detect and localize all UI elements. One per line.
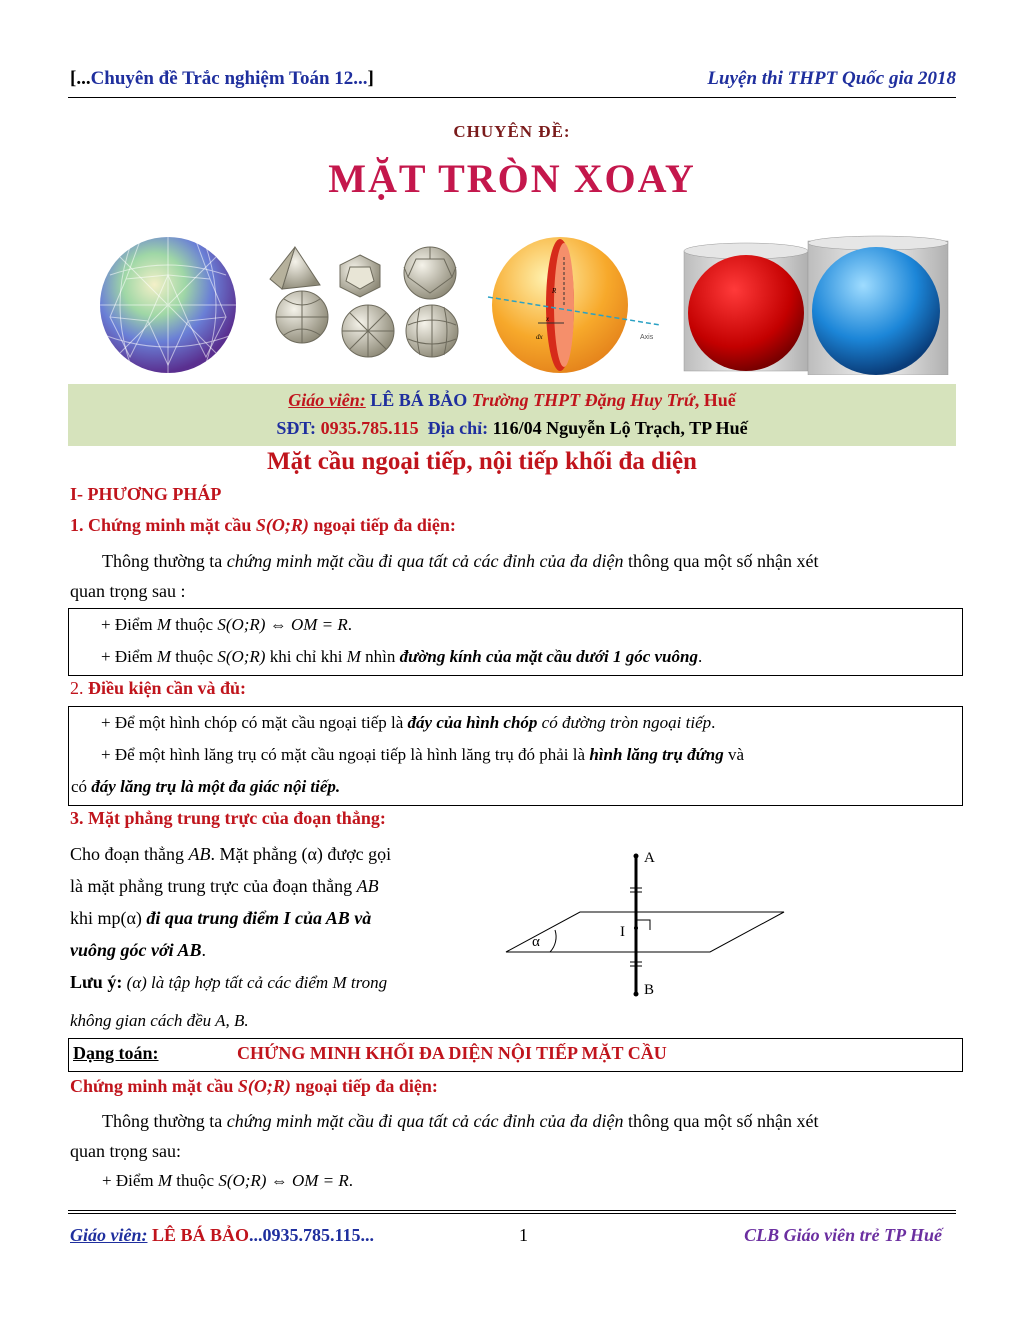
subheading-1: 1. Chứng minh mặt cầu S(O;R) ngoại tiếp đa diện: xyxy=(70,515,456,535)
header-right: Luyện thi THPT Quốc gia 2018 xyxy=(707,68,956,89)
header-divider xyxy=(68,97,956,98)
footer-club: CLB Giáo viên trẻ TP Huế xyxy=(744,1225,942,1245)
teacher-info-box: Giáo viên: LÊ BÁ BẢO Trường THPT Đặng Huy Trứ, Huế SĐT: 0935.785.115 Địa chỉ: 116/04 Nguyễn Lộ Trạch, TP Huế xyxy=(68,384,956,446)
svg-text:R: R xyxy=(552,287,557,295)
problem-paragraph: Thông thường ta chứng minh mặt cầu đi qua tất cả các đỉnh của đa diện thông qua một số nhận xét quan trọng sau: + Điểm M thuộc S(O;R) ⇔ OM = R. xyxy=(70,1111,819,1190)
blue-sphere-in-cylinder-icon xyxy=(808,236,948,375)
svg-text:x: x xyxy=(546,315,550,323)
problem-type-title: CHỨNG MINH KHỐI ĐA DIỆN NỘI TIẾP MẶT CẦU xyxy=(237,1043,667,1063)
section-title: Mặt cầu ngoại tiếp, nội tiếp khối đa diện xyxy=(267,448,697,475)
phone-number: 0935.785.115 xyxy=(320,418,419,438)
page-number: 1 xyxy=(519,1225,528,1245)
part-heading: I- PHƯƠNG PHÁP xyxy=(70,484,222,504)
paragraph-1: Thông thường ta chứng minh mặt cầu đi qua tất cả các đỉnh của đa diện thông qua một số nhận xét quan trọng sau : xyxy=(70,551,819,601)
banner-illustration xyxy=(70,235,954,375)
svg-text:Axis: Axis xyxy=(640,334,654,341)
address-label: Địa chỉ: xyxy=(427,418,489,438)
header-course: Chuyên đề Trắc nghiệm Toán 12... xyxy=(90,68,368,89)
note-box-2: + Để một hình chóp có mặt cầu ngoại tiếp là đáy của hình chóp có đường tròn ngoại tiếp. + Để một hình lăng trụ có mặt cầu ngoại tiếp là hình lăng trụ đó phải là hình lăng trụ đứng và có đáy lăng trụ là một đa giác nội tiếp. xyxy=(68,706,963,806)
perpendicular-bisector-figure xyxy=(500,840,800,1010)
polyhedra-icon xyxy=(270,247,458,357)
subheading-3: 3. Mặt phẳng trung trực của đoạn thẳng: xyxy=(70,808,386,828)
header-left: [...Chuyên đề Trắc nghiệm Toán 12...] xyxy=(70,68,374,89)
teacher-name: LÊ BÁ BẢO xyxy=(370,390,468,410)
sphere-slice-icon xyxy=(488,237,660,373)
phone-label: SĐT: xyxy=(276,418,317,438)
note-box-1: + Điểm M thuộc S(O;R) ⇔ OM = R. + Điểm M thuộc S(O;R) khi chỉ khi M nhìn đường kính của mặt cầu dưới 1 góc vuông. xyxy=(68,608,963,676)
teacher-label: Giáo viên: xyxy=(288,390,366,410)
problem-type-label: Dạng toán: xyxy=(73,1043,159,1063)
subheading-2: 2. Điều kiện cần và đủ: xyxy=(70,678,247,698)
paragraph-3: Cho đoạn thẳng AB. Mặt phẳng (α) được gọi là mặt phẳng trung trực của đoạn thẳng AB khi mp(α) đi qua trung điểm I của AB và vuông góc với AB. Lưu ý: (α) là tập hợp tất cả các điểm M trong xyxy=(70,844,392,992)
footer-left: Giáo viên: LÊ BÁ BẢO...0935.785.115... xyxy=(70,1225,375,1245)
teacher-school: Trường THPT Đặng Huy Trứ xyxy=(471,390,695,410)
point-i-label: I xyxy=(620,924,625,940)
topic-title: MẶT TRÒN XOAY xyxy=(328,156,696,201)
problem-type-box xyxy=(68,1038,963,1072)
problem-heading: Chứng minh mặt cầu S(O;R) ngoại tiếp đa diện: xyxy=(70,1076,438,1096)
geodesic-sphere-icon xyxy=(100,237,236,373)
point-a-label: A xyxy=(644,850,655,866)
alpha-label: α xyxy=(532,934,540,950)
footer-divider-2 xyxy=(68,1213,956,1214)
address: 116/04 Nguyễn Lộ Trạch, TP Huế xyxy=(492,418,748,438)
note-line-2: không gian cách đều A, B. xyxy=(70,1011,249,1030)
point-b-label: B xyxy=(644,982,655,998)
topic-label: CHUYÊN ĐỀ: xyxy=(453,122,571,141)
svg-text:dx: dx xyxy=(536,333,543,341)
footer-divider xyxy=(68,1210,956,1211)
sphere-in-cylinder-icon xyxy=(684,243,808,371)
